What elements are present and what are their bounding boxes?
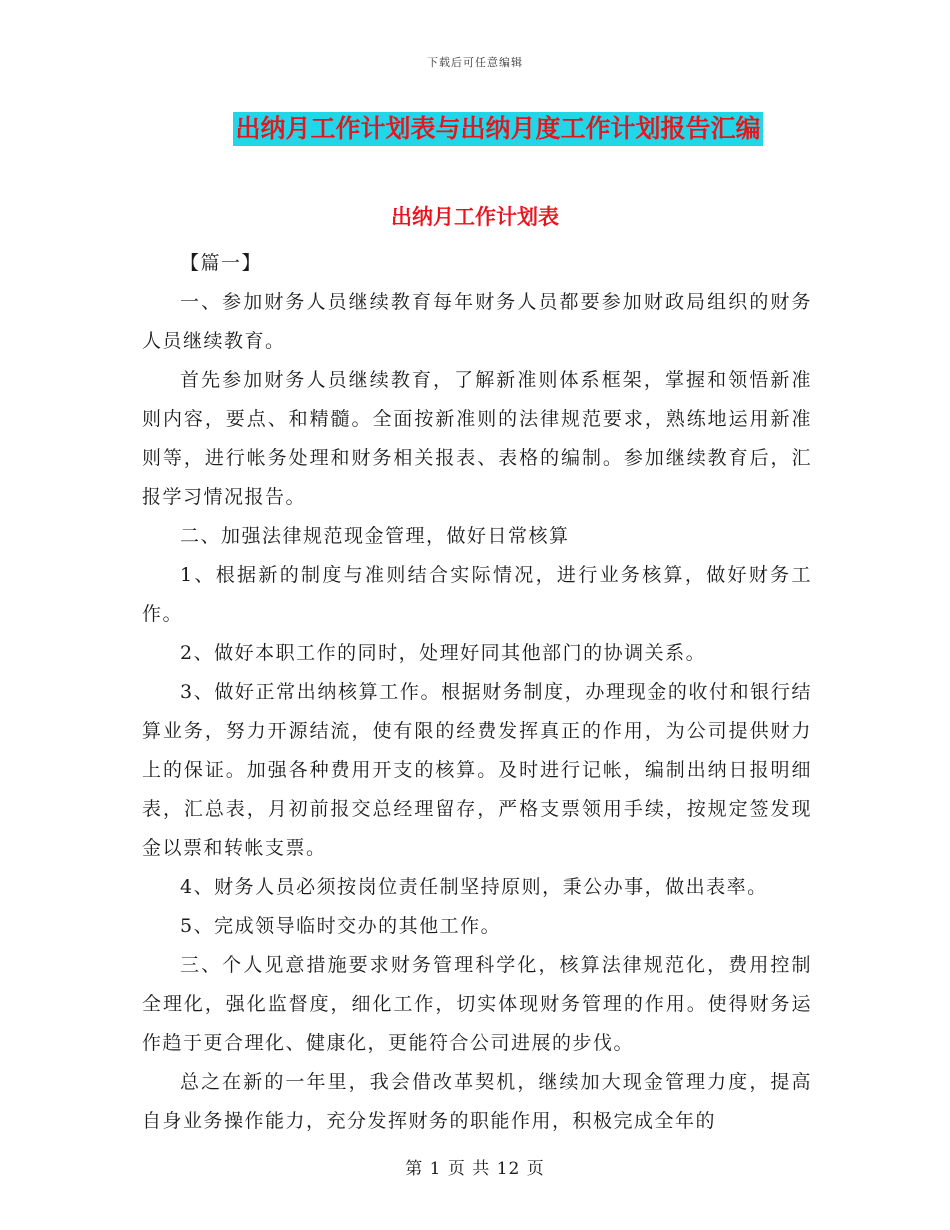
section-label-paragraph: 【篇一】 xyxy=(180,252,263,274)
body-paragraph: 3、做好正常出纳核算工作。根据财务制度，办理现金的收付和银行结算业务，努力开源结流，使有限的经费发挥真正的作用，为公司提供财力上的保证。加强各种费用开支的核算。及时进行记帐，编制出纳日报明细表，汇总表，月初前报交总经理留存，严格支票领用手续，按规定签发现金以票和转帐支票。 xyxy=(142,681,812,859)
body-paragraph: 三、个人见意措施要求财务管理科学化，核算法律规范化，费用控制全理化，强化监督度，细化工作，切实体现财务管理的作用。使得财务运作趋于更合理化、健康化，更能符合公司进展的步伐。 xyxy=(142,954,812,1054)
body-paragraph: 1、根据新的制度与准则结合实际情况，进行业务核算，做好财务工作。 xyxy=(142,564,812,625)
document-body xyxy=(142,244,812,1141)
document-title-container xyxy=(0,112,950,146)
body-paragraph: 首先参加财务人员继续教育，了解新准则体系框架，掌握和领悟新准则内容，要点、和精髓。全面按新准则的法律规范要求，熟练地运用新准则等，进行帐务处理和财务相关报表、表格的编制。参加继续教育后，汇报学习情况报告。 xyxy=(142,369,812,508)
body-paragraph: 5、完成领导临时交办的其他工作。 xyxy=(180,915,502,937)
section-title: 出纳月工作计划表 xyxy=(391,205,559,229)
page-header-note: 下载后可任意编辑 xyxy=(427,56,523,69)
document-title: 出纳月工作计划表与出纳月度工作计划报告汇编 xyxy=(233,112,762,146)
page-footer: 第 1 页 共 12 页 xyxy=(405,1159,545,1179)
body-paragraph: 一、参加财务人员继续教育每年财务人员都要参加财政局组织的财务人员继续教育。 xyxy=(142,291,812,352)
body-paragraph: 4、财务人员必须按岗位责任制坚持原则，秉公办事，做出表率。 xyxy=(180,876,768,898)
body-paragraph: 总之在新的一年里，我会借改革契机，继续加大现金管理力度，提高自身业务操作能力，充分发挥财务的职能作用，积极完成全年的 xyxy=(142,1071,812,1132)
body-paragraph: 2、做好本职工作的同时，处理好同其他部门的协调关系。 xyxy=(180,642,707,664)
body-paragraph: 二、加强法律规范现金管理，做好日常核算 xyxy=(180,525,570,547)
